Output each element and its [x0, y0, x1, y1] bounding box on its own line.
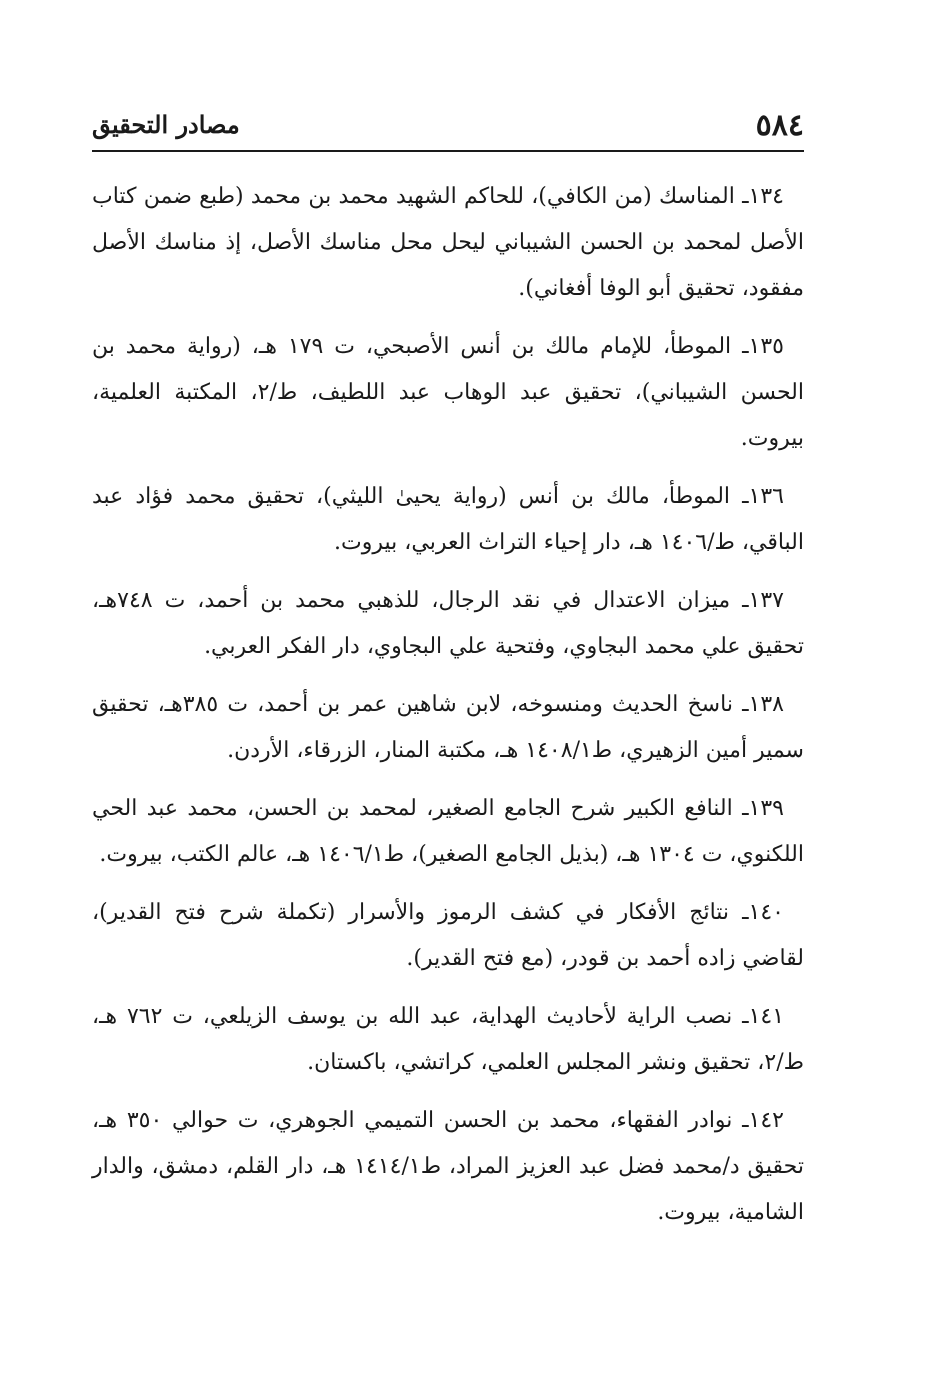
- bibliography-entry-141: ١٤١ـ نصب الراية لأحاديث الهداية، عبد الله بن يوسف الزيلعي، ت ٧٦٢ هـ، ط/٢، تحقيق ونشر المجلس العلمي، كراتشي، باكستان.: [92, 1004, 804, 1075]
- bibliography-entry-135: ١٣٥ـ الموطأ، للإمام مالك بن أنس الأصبحي، ت ١٧٩ هـ، (رواية محمد بن الحسن الشيباني)، تحقيق عبد الوهاب عبد اللطيف، ط/٢، المكتبة العلمية، بيروت.: [92, 334, 804, 451]
- running-title: مصادر التحقيق: [92, 110, 240, 139]
- bibliography-entry-139: ١٣٩ـ النافع الكبير شرح الجامع الصغير، لمحمد بن الحسن، محمد عبد الحي اللكنوي، ت ١٣٠٤ هـ، (بذيل الجامع الصغير)، ط١٤٠٦/١ هـ، عالم الكتب، بيروت.: [92, 796, 804, 867]
- book-page: [92, 100, 804, 1300]
- page-number: ٥٨٤: [755, 108, 804, 143]
- bibliography-list: [92, 174, 804, 1236]
- bibliography-entry-140: ١٤٠ـ نتائج الأفكار في كشف الرموز والأسرار (تكملة شرح فتح القدير)، لقاضي زاده أحمد بن قودر، (مع فتح القدير).: [92, 900, 804, 971]
- bibliography-entry-142: ١٤٢ـ نوادر الفقهاء، محمد بن الحسن التميمي الجوهري، ت حوالي ٣٥٠ هـ، تحقيق د/محمد فضل عبد العزيز المراد، ط١٤١٤/١ هـ، دار القلم، دمشق، والدار الشامية، بيروت.: [92, 1108, 804, 1225]
- bibliography-entry-137: ١٣٧ـ ميزان الاعتدال في نقد الرجال، للذهبي محمد بن أحمد، ت ٧٤٨هـ، تحقيق علي محمد البجاوي، وفتحية علي البجاوي، دار الفكر العربي.: [92, 588, 804, 659]
- page-header: [92, 100, 804, 152]
- bibliography-entry-134: ١٣٤ـ المناسك (من الكافي)، للحاكم الشهيد محمد بن محمد (طبع ضمن كتاب الأصل لمحمد بن الحسن الشيباني ليحل محل مناسك الأصل، إذ مناسك الأصل مفقود، تحقيق أبو الوفا أفغاني).: [92, 184, 804, 301]
- bibliography-entry-136: ١٣٦ـ الموطأ، مالك بن أنس (رواية يحيىٰ الليثي)، تحقيق محمد فؤاد عبد الباقي، ط/١٤٠٦ هـ، دار إحياء التراث العربي، بيروت.: [92, 484, 804, 555]
- bibliography-entry-138: ١٣٨ـ ناسخ الحديث ومنسوخه، لابن شاهين عمر بن أحمد، ت ٣٨٥هـ، تحقيق سمير أمين الزهيري، ط١٤٠٨/١ هـ، مكتبة المنار، الزرقاء، الأردن.: [92, 692, 804, 763]
